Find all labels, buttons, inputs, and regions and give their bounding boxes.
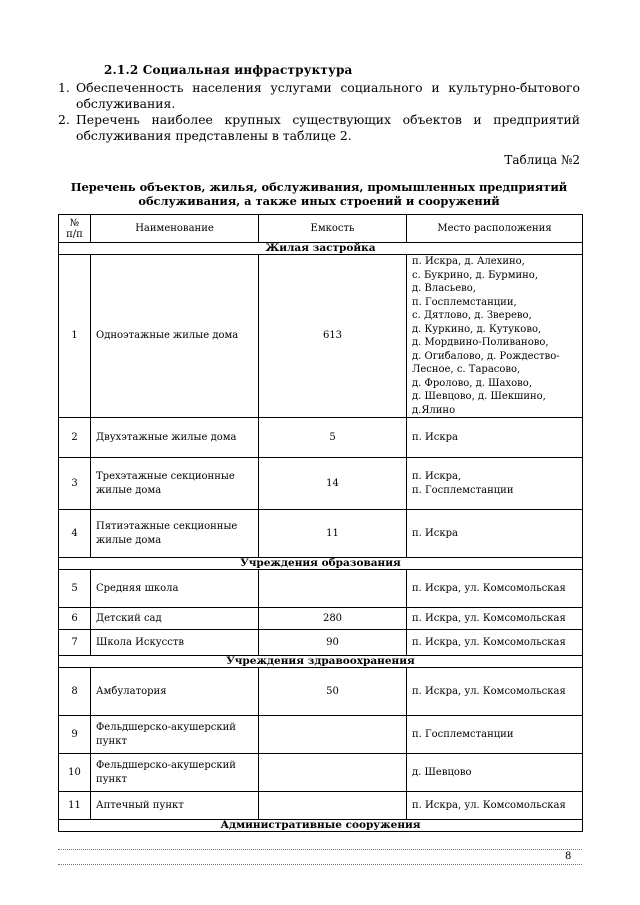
location-line: п. Искра, ул. Комсомольская (412, 582, 566, 594)
table-caption-line: обслуживания, а также иных строений и сооружений (138, 194, 500, 208)
location-line: п. Искра, ул. Комсомольская (412, 612, 566, 624)
footer-divider (58, 864, 582, 865)
row-name: Детский сад (91, 608, 259, 630)
row-location (407, 458, 583, 510)
location-line: п. Госплемстанции, (412, 296, 517, 308)
list-item (58, 112, 580, 144)
row-location (407, 255, 583, 418)
location-line: п. Госплемстанции (412, 484, 514, 496)
row-num: 3 (59, 458, 91, 510)
row-location (407, 418, 583, 458)
location-line: п. Искра (412, 527, 458, 539)
row-num: 1 (59, 255, 91, 418)
table-row (59, 418, 583, 458)
row-num: 2 (59, 418, 91, 458)
table-row (59, 570, 583, 608)
list-item-number: 1. (58, 80, 70, 95)
section-heading: 2.1.2 Социальная инфраструктура (104, 63, 353, 77)
row-capacity: 280 (259, 608, 407, 630)
section-title: Административные сооружения (59, 820, 583, 832)
location-line: д. Шевцово (412, 766, 472, 778)
row-num: 4 (59, 510, 91, 558)
location-line: п. Искра, ул. Комсомольская (412, 799, 566, 811)
table-row (59, 668, 583, 716)
row-name: Пятиэтажные секционные жилые дома (91, 510, 259, 558)
list-item-text: Перечень наиболее крупных существующих объектов и предприятий обслуживания представлены в таблице 2. (76, 112, 580, 143)
row-location (407, 630, 583, 656)
section-title: Жилая застройка (59, 243, 583, 255)
row-num: 7 (59, 630, 91, 656)
row-capacity: 613 (259, 255, 407, 418)
section-row (59, 820, 583, 832)
location-line: п. Искра, д. Алехино, (412, 256, 525, 267)
location-line: д. Власьево, (412, 283, 476, 294)
row-capacity: 14 (259, 458, 407, 510)
location-line: д.Ялино (412, 404, 456, 416)
table-row (59, 716, 583, 754)
header-num (59, 215, 91, 243)
table-caption-line: Перечень объектов, жилья, обслуживания, промышленных предприятий (70, 180, 568, 194)
row-capacity: 5 (259, 418, 407, 458)
row-name: Двухэтажные жилые дома (91, 418, 259, 458)
row-location (407, 792, 583, 820)
row-name: Одноэтажные жилые дома (91, 255, 259, 418)
row-name: Амбулатория (91, 668, 259, 716)
header-capacity: Емкость (259, 215, 407, 243)
row-location (407, 570, 583, 608)
location-line: д. Мордвино-Поливаново, (412, 337, 549, 348)
table-label: Таблица №2 (504, 153, 580, 167)
table-caption (58, 180, 580, 208)
row-location (407, 754, 583, 792)
location-line: п. Искра (412, 431, 458, 443)
section-row (59, 656, 583, 668)
row-num: 6 (59, 608, 91, 630)
row-location (407, 668, 583, 716)
location-line: д. Шевцово, д. Шекшино, (412, 391, 546, 402)
intro-list (58, 80, 580, 144)
table-header-row (59, 215, 583, 243)
location-line: д. Огибалово, д. Рождество- (412, 350, 560, 362)
page-number: 8 (565, 851, 572, 862)
row-name: Фельдшерско-акушерский пункт (91, 716, 259, 754)
section-title: Учреждения образования (59, 558, 583, 570)
header-num-line: № (69, 217, 80, 229)
location-line: д. Куркино, д. Кутуково, (412, 323, 542, 335)
location-line: с. Дятлово, д. Зверево, (412, 310, 532, 321)
row-location (407, 608, 583, 630)
table-row (59, 630, 583, 656)
list-item-text: Обеспеченность населения услугами социального и культурно-бытового обслуживания. (76, 80, 580, 111)
section-row (59, 243, 583, 255)
header-num-line: п/п (66, 228, 83, 240)
table-row (59, 792, 583, 820)
row-name: Фельдшерско-акушерский пункт (91, 754, 259, 792)
objects-table (58, 214, 583, 832)
location-line: п. Госплемстанции (412, 728, 514, 740)
list-item (58, 80, 580, 112)
row-name: Аптечный пункт (91, 792, 259, 820)
row-capacity: 50 (259, 668, 407, 716)
location-line: п. Искра, ул. Комсомольская (412, 685, 566, 697)
row-num: 11 (59, 792, 91, 820)
row-capacity: 11 (259, 510, 407, 558)
location-line: п. Искра, (412, 471, 462, 482)
row-location (407, 510, 583, 558)
row-name: Трехэтажные секционные жилые дома (91, 458, 259, 510)
location-line: д. Фролово, д. Шахово, (412, 377, 532, 389)
row-location (407, 716, 583, 754)
row-name: Средняя школа (91, 570, 259, 608)
table-row (59, 458, 583, 510)
row-num: 8 (59, 668, 91, 716)
section-row (59, 558, 583, 570)
row-capacity (259, 754, 407, 792)
row-capacity (259, 570, 407, 608)
row-num: 5 (59, 570, 91, 608)
location-line: с. Букрино, д. Бурмино, (412, 269, 539, 281)
table-row (59, 255, 583, 418)
row-capacity (259, 716, 407, 754)
section-title: Учреждения здравоохранения (59, 656, 583, 668)
location-line: Лесное, с. Тарасово, (412, 364, 521, 375)
row-capacity (259, 792, 407, 820)
list-item-number: 2. (58, 112, 70, 127)
row-name: Школа Искусств (91, 630, 259, 656)
row-capacity: 90 (259, 630, 407, 656)
location-line: п. Искра, ул. Комсомольская (412, 636, 566, 648)
row-num: 10 (59, 754, 91, 792)
table-row (59, 754, 583, 792)
header-location: Место расположения (407, 215, 583, 243)
footer-divider (58, 849, 582, 850)
row-num: 9 (59, 716, 91, 754)
table-row (59, 608, 583, 630)
table-row (59, 510, 583, 558)
header-name: Наименование (91, 215, 259, 243)
